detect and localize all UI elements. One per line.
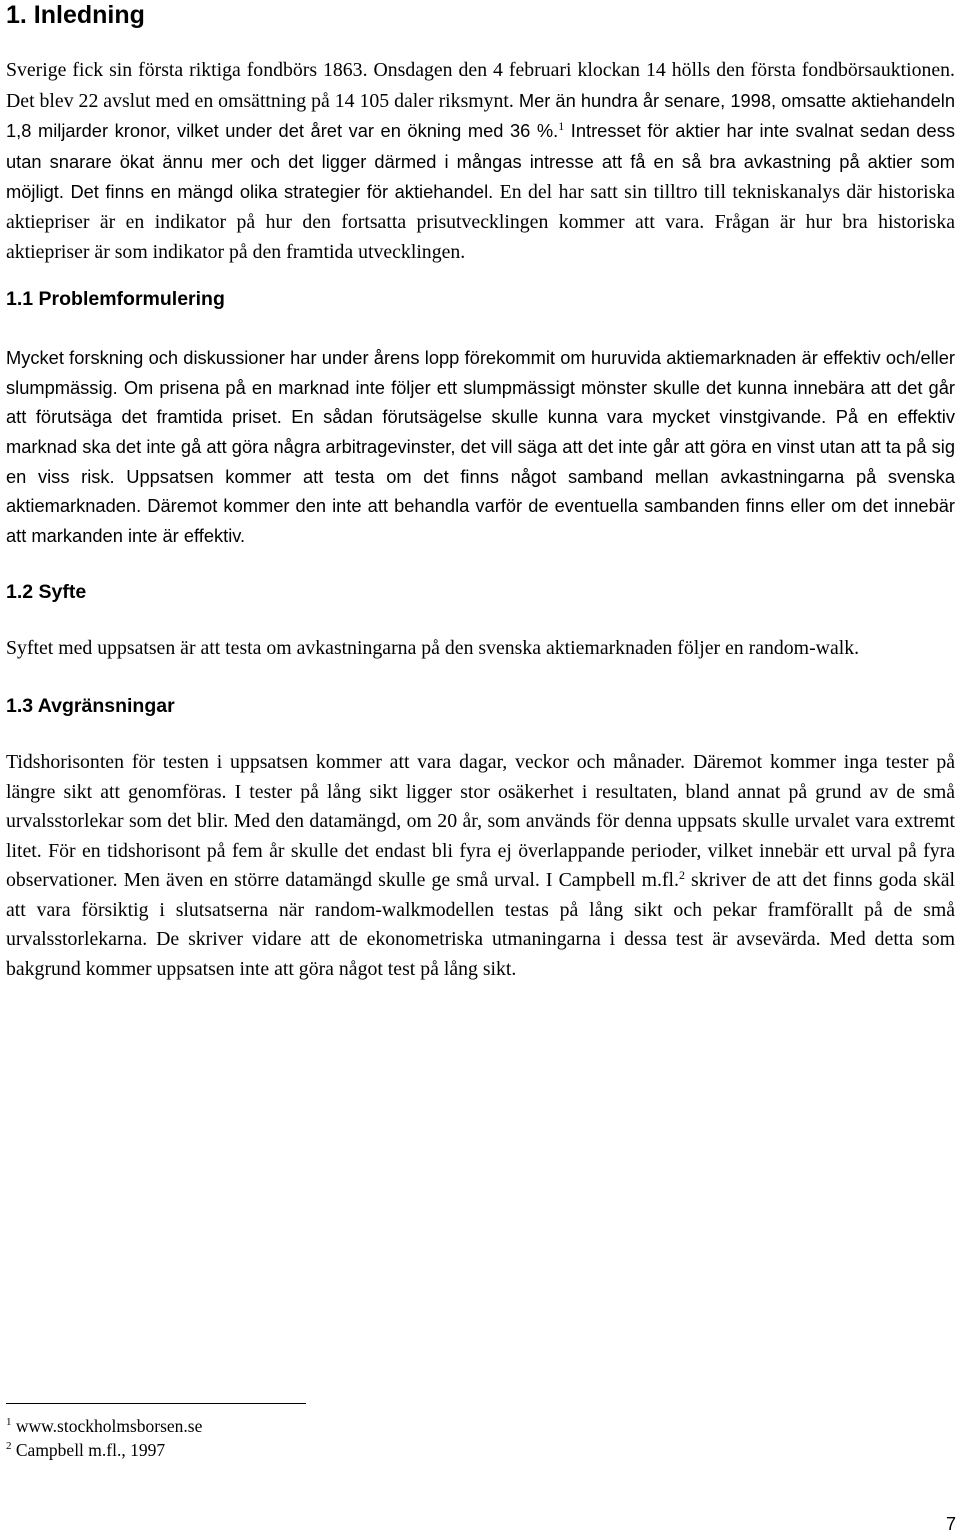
intro-text-1: Sverige fick sin första riktiga fondbörs 1863. Onsdagen den 4 februari klockan 14 hölls den första fondbörsauktionen. Det blev 22 avslut med en omsättning på 14 105 daler riksmynt. bbox=[6, 59, 955, 112]
limits-text-2: skriver de att det finns goda skäl att vara försiktig i slutsatserna när random-walkmodellen testas på lång sikt och pekar framförallt på de små urvalsstorlekarna. De skriver vidare att de ekonometriska utmaningarna i dessa test är avsevärda. Med detta som bakgrund kommer uppsatsen inte att göra något test på lång sikt. bbox=[6, 869, 955, 981]
footnote-text: Campbell m.fl., 1997 bbox=[15, 1440, 166, 1460]
footnote-number: 2 bbox=[6, 1440, 12, 1452]
intro-paragraph bbox=[6, 56, 955, 267]
limits-paragraph bbox=[6, 748, 955, 985]
footnote-text[interactable]: www.stockholmsborsen.se bbox=[15, 1416, 203, 1436]
section-title-limits: 1.3 Avgränsningar bbox=[6, 694, 175, 717]
footnotes bbox=[6, 1414, 606, 1462]
purpose-paragraph bbox=[6, 634, 955, 664]
footnote-divider bbox=[6, 1403, 306, 1404]
footnote-ref-2[interactable]: 2 bbox=[678, 868, 685, 883]
footnote-ref-1[interactable]: 1 bbox=[558, 119, 565, 134]
problem-paragraph bbox=[6, 343, 955, 550]
limits-text-1: Tidshorisonten för testen i uppsatsen kommer att vara dagar, veckor och månader. Däremot kommer inga tester på längre sikt att genomföras. I tester på lång sikt ligger stor osäkerhet i resultaten, bland annat på grund av de små urvalsstorlekar som det blir. Med den datamängd, om 20 år, som används för denna uppsats skulle urvalet vara extremt litet. För en tidshorisont på fem år skulle det endast bli fyra ej överlappande perioder, vilket innebär ett urval på fyra observationer. Men även en större datamängd skulle ge små urval. I Campbell m.fl. bbox=[6, 750, 955, 892]
section-title-problem: 1.1 Problemformulering bbox=[6, 288, 225, 311]
chapter-title: 1. Inledning bbox=[6, 1, 145, 29]
purpose-text: Syftet med uppsatsen är att testa om avkastningarna på den svenska aktiemarknaden följer en random-walk. bbox=[6, 637, 860, 660]
intro-text-3: Intresset för aktier har inte svalnat sedan dess utan snarare ökat ännu mer och det ligger därmed i mångas intresse att få en så bra avkastning på aktier som möjligt. Det finns en mängd olika strategier för aktiehandel. bbox=[6, 120, 955, 203]
page-number: 7 bbox=[945, 1514, 956, 1534]
intro-text-2: Mer än hundra år senare, 1998, omsatte aktiehandeln 1,8 miljarder kronor, vilket under det året var en ökning med 36 %. bbox=[6, 89, 955, 142]
problem-text: Mycket forskning och diskussioner har under årens lopp förekommit om huruvida aktiemarknaden är effektiv och/eller slumpmässig. Om prisena på en marknad inte följer ett slumpmässigt mönster skulle det kunna innebära att det går att förutsäga det framtida priset. En sådan förutsägelse skulle kunna vara mycket vinstgivande. På en effektiv marknad ska det inte gå att göra några arbitragevinster, det vill säga att det inte går att göra en vinst utan att ta på sig en viss risk. Uppsatsen kommer att testa om det finns något samband mellan avkastningarna på svenska aktiemarknaden. Däremot kommer den inte att behandla varför de eventuella sambanden finns eller om det innebär att markanden inte är effektiv. bbox=[6, 347, 955, 546]
page-content bbox=[6, 0, 955, 985]
footnote-2 bbox=[6, 1438, 606, 1462]
intro-text-4: En del har satt sin tilltro till tekniskanalys där historiska aktiepriser är en indikator på hur den fortsatta prisutvecklingen kommer att vara. Frågan är hur bra historiska aktiepriser är som indikator på den framtida utvecklingen. bbox=[6, 181, 956, 263]
footnote-number: 1 bbox=[6, 1416, 12, 1428]
section-title-purpose: 1.2 Syfte bbox=[6, 581, 87, 604]
footnote-1 bbox=[6, 1414, 606, 1438]
